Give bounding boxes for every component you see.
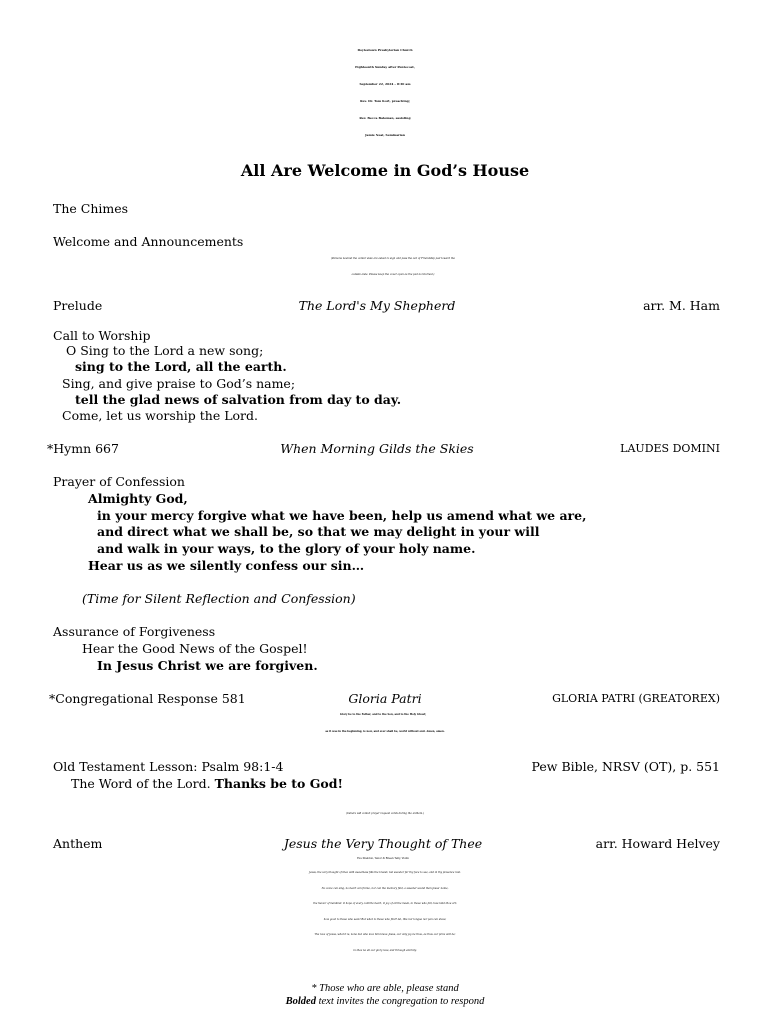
hymn-row — [0, 441, 770, 457]
thanks-be-to-god: Thanks be to God! — [214, 776, 343, 791]
call-line-1: O Sing to the Lord a new song; — [66, 343, 264, 358]
assurance-line-1: Hear the Good News of the Gospel! — [82, 641, 308, 656]
call-line-5: Come, let us worship the Lord. — [62, 408, 258, 423]
anthem-lyric-line: Jesus, the very thought of thee with sweetness fills the breast; but sweeter far thy face to see, and in thy presence rest. — [309, 871, 461, 874]
preacher: Rev. Dr. Tom Kort, preaching; — [360, 99, 410, 103]
welcome-note-line-2: outside aisle. Please keep the cover open as the pad is returned.) — [351, 273, 435, 276]
response-title: Gloria Patri — [348, 691, 422, 706]
anthem-credit: arr. Howard Helvey — [595, 836, 720, 851]
ot-lesson-row — [0, 759, 770, 775]
anthem-label: Anthem — [53, 836, 103, 851]
footer-bold-word: Bolded — [285, 996, 316, 1007]
anthem-lyric-line: how good to those who seek! But what to those who find? Ah, this nor tongue nor pen can show; — [323, 917, 447, 921]
anthem-lyric-line: No voice can sing, no heart can frame, nor can the memory find, a sweeter sound than Jesus’ name, — [321, 886, 449, 890]
confession-label: Prayer of Confession — [53, 474, 185, 489]
call-to-worship-label: Call to Worship — [53, 328, 151, 343]
church-name: Doylestown Presbyterian Church — [357, 48, 413, 52]
response-label: *Congregational Response 581 — [49, 691, 246, 706]
prelude-credit: arr. M. Ham — [643, 298, 720, 313]
page-title: All Are Welcome in God’s House — [240, 161, 530, 180]
confession-line-3: and direct what we shall be, so that we may delight in your will — [97, 524, 540, 539]
confession-line-2: in your mercy forgive what we have been, help us amend what we are, — [97, 508, 587, 523]
assurance-label: Assurance of Forgiveness — [53, 624, 216, 639]
response-row — [0, 691, 770, 707]
prelude-label: Prelude — [53, 298, 103, 313]
hymn-title: When Morning Gilds the Skies — [280, 441, 474, 456]
call-line-2: sing to the Lord, all the earth. — [75, 359, 287, 374]
silent-reflection-note: (Time for Silent Reflection and Confession) — [82, 591, 356, 606]
word-of-lord: The Word of the Lord. — [71, 776, 211, 791]
response-line-1: Glory be to the Father, and to the Son, and to the Holy Ghost; — [339, 713, 427, 716]
assurance-line-2: In Jesus Christ we are forgiven. — [97, 658, 318, 673]
anthem-performers: Eve Sheldon, Tenor & Eileen Telly, Violin — [357, 857, 409, 860]
liturgical-day: Eighteenth Sunday after Pentecost, — [355, 65, 415, 69]
footer-bold-rest: text invites the congregation to respond — [315, 996, 485, 1007]
chimes-label: The Chimes — [53, 201, 129, 216]
ushers-note: (Ushers will collect prayer request cards during the anthem.) — [345, 812, 425, 815]
response-line-2: as it was in the beginning, is now, and ever shall be, world without end. Amen, amen. — [325, 730, 445, 733]
hymn-tune: LAUDES DOMINI — [620, 442, 720, 455]
footer-stand-note: * Those who are able, please stand — [311, 983, 459, 994]
prelude-row — [0, 298, 770, 314]
seminarian: Jamie Neal, Seminarian — [365, 133, 405, 137]
response-tune: GLORIA PATRI (GREATOREX) — [552, 692, 720, 705]
anthem-lyric-line: The love of Jesus, what it is, none but who love him know. Jesus, our only joy be thou, as thou our prize wilt be; — [314, 933, 456, 936]
ot-lesson-label: Old Testament Lesson: Psalm 98:1-4 — [53, 759, 284, 774]
confession-line-5: Hear us as we silently confess our sin… — [88, 558, 365, 573]
footer-bold-note — [0, 995, 770, 1008]
anthem-lyrics — [0, 865, 770, 958]
ot-lesson-reference: Pew Bible, NRSV (OT), p. 551 — [531, 759, 720, 774]
anthem-row — [0, 836, 770, 852]
assisting-minister: Rev. Becca Bateman, assisting — [359, 116, 411, 120]
confession-line-1: Almighty God, — [88, 491, 188, 506]
anthem-title: Jesus the Very Thought of Thee — [283, 836, 483, 851]
confession-line-4: and walk in your ways, to the glory of your holy name. — [97, 541, 476, 556]
service-date: September 22, 2024 – 8:30 am — [359, 82, 411, 86]
anthem-lyric-line: the Savior of mankind. O hope of every contrite heart, O joy of all the meek, to those who fall, how kind thou art; — [313, 902, 457, 905]
call-line-4: tell the glad news of salvation from day to day. — [75, 392, 402, 407]
prelude-title: The Lord's My Shepherd — [298, 298, 456, 313]
word-of-lord-line — [71, 776, 343, 792]
hymn-label: *Hymn 667 — [47, 441, 119, 456]
call-line-3: Sing, and give praise to God’s name; — [62, 376, 296, 391]
welcome-note-line-1: (Persons nearest the center aisle are asked to sign and pass the Act of Friendship pad toward the — [331, 257, 455, 260]
anthem-lyric-line: in thee be all our glory now, and through eternity. — [353, 948, 417, 952]
welcome-label: Welcome and Announcements — [53, 234, 244, 249]
bulletin-footer — [0, 982, 770, 1008]
bulletin-header — [0, 42, 770, 144]
